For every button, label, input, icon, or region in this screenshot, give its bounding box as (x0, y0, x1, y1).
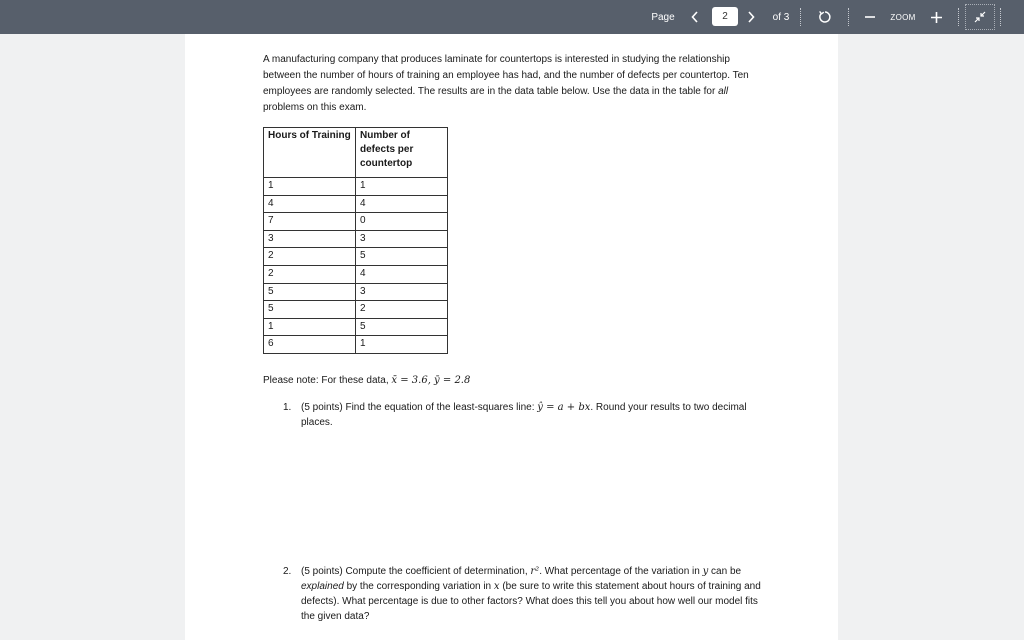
intro-paragraph (263, 52, 763, 116)
page-label: Page (651, 11, 675, 23)
collapse-button[interactable] (965, 4, 995, 30)
toolbar-divider (848, 8, 849, 26)
table-row (264, 318, 448, 336)
toolbar-divider (958, 8, 959, 26)
table-cell: 3 (264, 230, 356, 248)
table-cell: 1 (264, 318, 356, 336)
table-cell: 7 (264, 213, 356, 231)
next-page-button[interactable] (744, 0, 758, 34)
table-cell: 2 (356, 301, 448, 319)
table-row (264, 336, 448, 354)
question-number: 2. (283, 566, 292, 577)
data-note (263, 373, 470, 389)
table-cell: 4 (356, 265, 448, 283)
question-text-part: . What percentage of the variation in (539, 566, 703, 577)
question-text-part: by the corresponding variation in (343, 581, 494, 592)
zoom-out-button[interactable] (860, 0, 880, 34)
question-text (301, 564, 761, 624)
table-row (264, 283, 448, 301)
table-cell: 4 (356, 195, 448, 213)
document-page (185, 34, 838, 640)
table-cell: 5 (264, 283, 356, 301)
previous-page-button[interactable] (688, 0, 702, 34)
question-text-part: (5 points) Find the equation of the least-squares line: (301, 402, 538, 413)
regression-equation: ŷ = a + bx (537, 402, 591, 413)
question-text (301, 400, 761, 430)
x-symbol: x (493, 581, 500, 592)
table-cell: 3 (356, 283, 448, 301)
table-row (264, 248, 448, 266)
minus-icon (865, 12, 875, 22)
data-table (263, 127, 448, 354)
pdf-toolbar (0, 0, 1024, 34)
rotate-icon (818, 10, 832, 24)
intro-text-end: problems on this exam. (263, 102, 367, 113)
toolbar-divider (800, 8, 801, 26)
collapse-icon (974, 11, 986, 23)
note-prefix: Please note: For these data, (263, 375, 392, 386)
table-row (264, 213, 448, 231)
intro-emphasis: all (718, 86, 729, 97)
table-row (264, 265, 448, 283)
toolbar-divider (1000, 8, 1001, 26)
page-count-label: of 3 (772, 11, 790, 23)
question-emphasis: explained (301, 581, 344, 592)
table-cell: 0 (356, 213, 448, 231)
table-header-defects: Number of defects per countertop (356, 128, 448, 178)
table-row (264, 230, 448, 248)
r-squared-symbol: r² (530, 566, 540, 577)
note-means: x̄ = 3.6, ȳ = 2.8 (391, 375, 471, 386)
question-text-part: can be (708, 566, 742, 577)
plus-icon (931, 12, 942, 23)
chevron-left-icon (691, 11, 699, 23)
table-cell: 2 (264, 265, 356, 283)
table-row (264, 301, 448, 319)
table-header-hours: Hours of Training (264, 128, 356, 178)
zoom-label: ZOOM (890, 12, 916, 22)
chevron-right-icon (747, 11, 755, 23)
y-symbol: y (702, 566, 709, 577)
table-row (264, 195, 448, 213)
question-text-part: (be sure to write this statement about hours of training and defects). What percentage is due to other factors? What does this tell you about how well our model fits the given data? (301, 581, 761, 622)
question-text-part: (5 points) Compute the coefficient of determination, (301, 566, 531, 577)
table-cell: 5 (264, 301, 356, 319)
table-cell: 4 (264, 195, 356, 213)
intro-text: A manufacturing company that produces laminate for countertops is interested in studying the relationship between the number of hours of training an employee has had, and the number of defects per countertop. Ten employees are randomly selected. The results are in the data table below. Use the data in the table for (263, 54, 749, 97)
table-cell: 5 (356, 248, 448, 266)
table-cell: 3 (356, 230, 448, 248)
table-cell: 1 (356, 178, 448, 196)
table-cell: 1 (356, 336, 448, 354)
table-cell: 2 (264, 248, 356, 266)
zoom-in-button[interactable] (926, 0, 946, 34)
table-row (264, 178, 448, 196)
table-cell: 5 (356, 318, 448, 336)
question-number: 1. (283, 402, 292, 413)
table-cell: 1 (264, 178, 356, 196)
rotate-button[interactable] (814, 0, 836, 34)
question-text-part: . Round your results to two decimal places. (301, 402, 747, 428)
page-number-input[interactable]: 2 (712, 7, 738, 26)
table-cell: 6 (264, 336, 356, 354)
